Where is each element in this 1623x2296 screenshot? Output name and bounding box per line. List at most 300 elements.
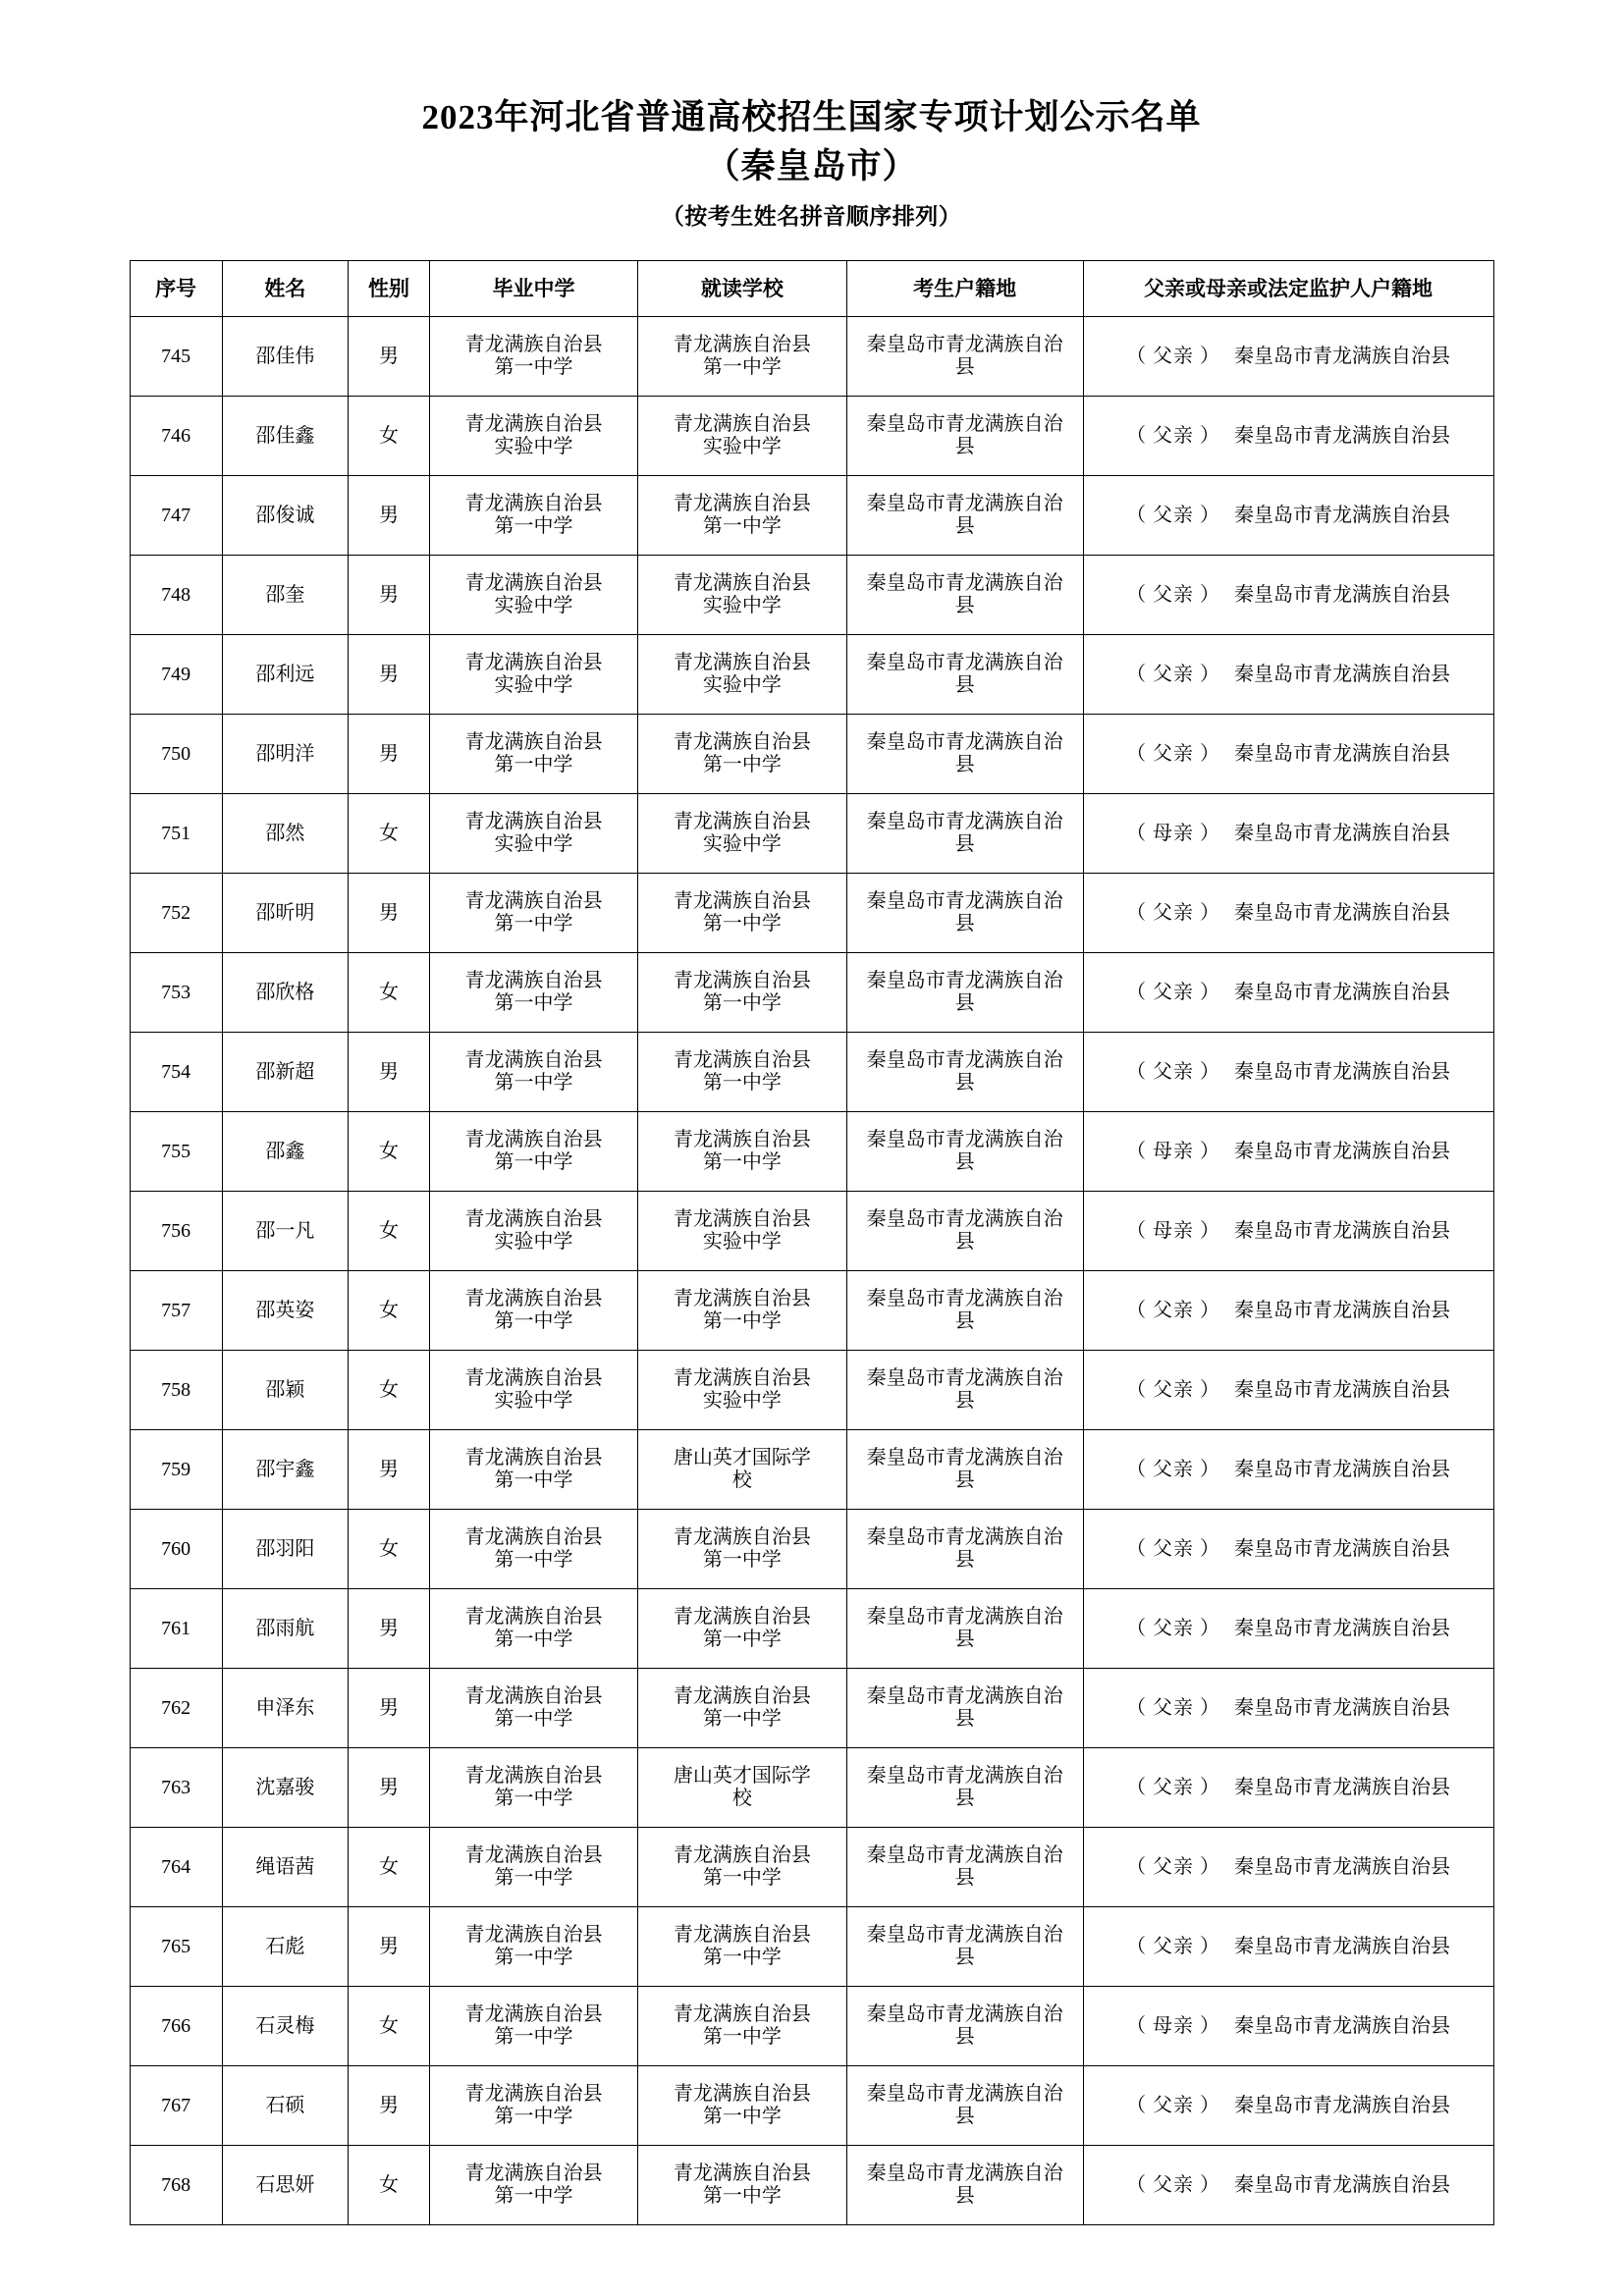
- cell-no: 767: [130, 2066, 222, 2146]
- cell-residence-line: 秦皇岛市青龙满族自治: [866, 571, 1063, 594]
- cell-gender: 男: [349, 317, 430, 397]
- cell-residence-line: 县: [954, 1151, 975, 1174]
- guardian-relation: （ 父亲 ）: [1126, 1378, 1221, 1401]
- cell-attending-school: [638, 1987, 846, 2066]
- cell-residence-line: 秦皇岛市青龙满族自治: [866, 1684, 1063, 1707]
- cell-graduation-school-line: 第一中学: [494, 515, 573, 538]
- cell-attending-school-line: 青龙满族自治县: [673, 333, 811, 355]
- cell-graduation-school-line: 青龙满族自治县: [464, 571, 603, 594]
- table-row: [130, 635, 1493, 715]
- cell-residence: [846, 1669, 1083, 1748]
- cell-graduation-school-line: 青龙满族自治县: [464, 1923, 603, 1946]
- cell-graduation-school-line: 第一中学: [494, 754, 573, 776]
- cell-attending-school-line: 实验中学: [702, 595, 782, 617]
- column-header-gender: 性别: [349, 261, 430, 317]
- cell-attending-school-line: 第一中学: [702, 515, 782, 538]
- cell-name: 邵雨航: [222, 1589, 349, 1669]
- cell-residence-line: 秦皇岛市青龙满族自治: [866, 492, 1063, 514]
- cell-attending-school: [638, 556, 846, 635]
- column-header-graduation-school: 毕业中学: [429, 261, 637, 317]
- cell-no: 765: [130, 1907, 222, 1987]
- cell-attending-school: [638, 715, 846, 794]
- cell-residence-line: 秦皇岛市青龙满族自治: [866, 730, 1063, 753]
- table-row: [130, 1430, 1493, 1510]
- cell-name: 邵明洋: [222, 715, 349, 794]
- cell-graduation-school: [429, 1351, 637, 1430]
- cell-graduation-school: [429, 2146, 637, 2225]
- guardian-relation: （ 母亲 ）: [1126, 1140, 1221, 1162]
- cell-graduation-school-line: 实验中学: [494, 436, 573, 458]
- cell-no: 766: [130, 1987, 222, 2066]
- cell-guardian-residence: [1083, 1669, 1493, 1748]
- cell-attending-school-line: 实验中学: [702, 436, 782, 458]
- cell-attending-school-line: 实验中学: [702, 833, 782, 856]
- cell-no: 748: [130, 556, 222, 635]
- cell-residence-line: 县: [954, 356, 975, 379]
- cell-residence: [846, 2066, 1083, 2146]
- cell-graduation-school-line: 青龙满族自治县: [464, 969, 603, 991]
- guardian-relation: （ 父亲 ）: [1126, 1696, 1221, 1719]
- table-row: [130, 317, 1493, 397]
- column-header-guardian-residence: 父亲或母亲或法定监护人户籍地: [1083, 261, 1493, 317]
- cell-no: 768: [130, 2146, 222, 2225]
- cell-residence: [846, 2146, 1083, 2225]
- cell-guardian-residence: [1083, 476, 1493, 556]
- cell-gender: 女: [349, 1351, 430, 1430]
- cell-graduation-school: [429, 1987, 637, 2066]
- cell-residence-line: 县: [954, 1708, 975, 1731]
- table-row: [130, 476, 1493, 556]
- cell-name: 申泽东: [222, 1669, 349, 1748]
- cell-gender: 女: [349, 1112, 430, 1192]
- cell-graduation-school-line: 青龙满族自治县: [464, 2002, 603, 2025]
- cell-attending-school: [638, 1192, 846, 1271]
- cell-attending-school: [638, 1669, 846, 1748]
- cell-attending-school: [638, 2066, 846, 2146]
- cell-graduation-school-line: 第一中学: [494, 356, 573, 379]
- cell-no: 764: [130, 1828, 222, 1907]
- cell-no: 762: [130, 1669, 222, 1748]
- cell-gender: 女: [349, 1192, 430, 1271]
- cell-residence-line: 县: [954, 833, 975, 856]
- cell-attending-school: [638, 1510, 846, 1589]
- cell-graduation-school: [429, 556, 637, 635]
- cell-graduation-school-line: 第一中学: [494, 1947, 573, 1969]
- cell-graduation-school: [429, 317, 637, 397]
- cell-name: 石思妍: [222, 2146, 349, 2225]
- cell-graduation-school-line: 第一中学: [494, 1072, 573, 1095]
- cell-guardian-residence: [1083, 715, 1493, 794]
- guardian-residence-text: 秦皇岛市青龙满族自治县: [1234, 2014, 1451, 2037]
- table-row: [130, 1748, 1493, 1828]
- cell-attending-school: [638, 1430, 846, 1510]
- cell-residence-line: 秦皇岛市青龙满族自治: [866, 1525, 1063, 1548]
- cell-graduation-school: [429, 1033, 637, 1112]
- cell-graduation-school: [429, 397, 637, 476]
- cell-guardian-residence: [1083, 1192, 1493, 1271]
- guardian-relation: （ 父亲 ）: [1126, 345, 1221, 367]
- cell-graduation-school-line: 实验中学: [494, 833, 573, 856]
- cell-graduation-school-line: 青龙满族自治县: [464, 2162, 603, 2184]
- cell-attending-school-line: 青龙满族自治县: [673, 730, 811, 753]
- guardian-residence-text: 秦皇岛市青龙满族自治县: [1234, 1140, 1451, 1162]
- cell-gender: 男: [349, 556, 430, 635]
- guardian-residence-text: 秦皇岛市青龙满族自治县: [1234, 1696, 1451, 1719]
- cell-attending-school-line: 第一中学: [702, 754, 782, 776]
- cell-attending-school-line: 青龙满族自治县: [673, 2162, 811, 2184]
- cell-attending-school-line: 第一中学: [702, 2026, 782, 2049]
- cell-graduation-school-line: 第一中学: [494, 2106, 573, 2128]
- cell-residence-line: 秦皇岛市青龙满族自治: [866, 1366, 1063, 1389]
- cell-no: 760: [130, 1510, 222, 1589]
- cell-graduation-school: [429, 1271, 637, 1351]
- guardian-relation: （ 父亲 ）: [1126, 981, 1221, 1003]
- table-row: [130, 1033, 1493, 1112]
- cell-attending-school-line: 青龙满族自治县: [673, 1366, 811, 1389]
- cell-no: 750: [130, 715, 222, 794]
- cell-graduation-school: [429, 1669, 637, 1748]
- cell-graduation-school-line: 青龙满族自治县: [464, 1366, 603, 1389]
- guardian-residence-text: 秦皇岛市青龙满族自治县: [1234, 1299, 1451, 1321]
- guardian-relation: （ 父亲 ）: [1126, 663, 1221, 685]
- cell-guardian-residence: [1083, 556, 1493, 635]
- cell-name: 石硕: [222, 2066, 349, 2146]
- cell-graduation-school-line: 青龙满族自治县: [464, 810, 603, 832]
- cell-graduation-school-line: 青龙满族自治县: [464, 1525, 603, 1548]
- cell-attending-school-line: 第一中学: [702, 1549, 782, 1572]
- cell-graduation-school-line: 第一中学: [494, 1151, 573, 1174]
- column-header-attending-school: 就读学校: [638, 261, 846, 317]
- cell-graduation-school: [429, 1192, 637, 1271]
- cell-graduation-school-line: 青龙满族自治县: [464, 1207, 603, 1230]
- guardian-relation: （ 父亲 ）: [1126, 1855, 1221, 1878]
- cell-residence-line: 秦皇岛市青龙满族自治: [866, 1128, 1063, 1150]
- cell-graduation-school-line: 第一中学: [494, 1708, 573, 1731]
- cell-graduation-school-line: 青龙满族自治县: [464, 333, 603, 355]
- guardian-residence-text: 秦皇岛市青龙满族自治县: [1234, 1617, 1451, 1639]
- cell-residence-line: 秦皇岛市青龙满族自治: [866, 333, 1063, 355]
- cell-gender: 男: [349, 1669, 430, 1748]
- cell-graduation-school-line: 第一中学: [494, 1867, 573, 1890]
- cell-residence-line: 县: [954, 436, 975, 458]
- cell-residence-line: 县: [954, 595, 975, 617]
- cell-residence: [846, 1351, 1083, 1430]
- guardian-residence-text: 秦皇岛市青龙满族自治县: [1234, 663, 1451, 685]
- cell-graduation-school-line: 实验中学: [494, 674, 573, 697]
- cell-residence-line: 秦皇岛市青龙满族自治: [866, 1446, 1063, 1468]
- cell-residence: [846, 1907, 1083, 1987]
- cell-guardian-residence: [1083, 317, 1493, 397]
- guardian-relation: （ 父亲 ）: [1126, 583, 1221, 606]
- cell-attending-school: [638, 1828, 846, 1907]
- cell-attending-school-line: 青龙满族自治县: [673, 492, 811, 514]
- cell-residence-line: 县: [954, 674, 975, 697]
- cell-graduation-school: [429, 1510, 637, 1589]
- cell-graduation-school-line: 第一中学: [494, 1310, 573, 1333]
- table-row: [130, 556, 1493, 635]
- cell-attending-school-line: 校: [731, 1788, 752, 1810]
- cell-residence: [846, 1510, 1083, 1589]
- cell-name: 邵一凡: [222, 1192, 349, 1271]
- guardian-relation: （ 父亲 ）: [1126, 1935, 1221, 1957]
- cell-name: 邵昕明: [222, 874, 349, 953]
- cell-attending-school: [638, 1033, 846, 1112]
- table-body: [130, 317, 1493, 2225]
- cell-residence: [846, 1112, 1083, 1192]
- cell-name: 石灵梅: [222, 1987, 349, 2066]
- cell-gender: 女: [349, 1271, 430, 1351]
- guardian-residence-text: 秦皇岛市青龙满族自治县: [1234, 1458, 1451, 1480]
- cell-residence-line: 秦皇岛市青龙满族自治: [866, 1764, 1063, 1787]
- cell-guardian-residence: [1083, 1828, 1493, 1907]
- table-row: [130, 1271, 1493, 1351]
- cell-gender: 女: [349, 1510, 430, 1589]
- guardian-relation: （ 父亲 ）: [1126, 901, 1221, 924]
- cell-residence: [846, 1430, 1083, 1510]
- cell-guardian-residence: [1083, 635, 1493, 715]
- cell-graduation-school: [429, 2066, 637, 2146]
- cell-attending-school-line: 青龙满族自治县: [673, 412, 811, 435]
- cell-attending-school-line: 青龙满族自治县: [673, 1128, 811, 1150]
- table-row: [130, 2066, 1493, 2146]
- cell-attending-school: [638, 1351, 846, 1430]
- guardian-relation: （ 父亲 ）: [1126, 1458, 1221, 1480]
- cell-attending-school-line: 实验中学: [702, 1231, 782, 1254]
- cell-gender: 男: [349, 874, 430, 953]
- guardian-relation: （ 母亲 ）: [1126, 2014, 1221, 2037]
- cell-graduation-school-line: 第一中学: [494, 913, 573, 935]
- cell-attending-school-line: 青龙满族自治县: [673, 810, 811, 832]
- cell-residence: [846, 397, 1083, 476]
- cell-no: 763: [130, 1748, 222, 1828]
- table-row: [130, 1510, 1493, 1589]
- guardian-residence-text: 秦皇岛市青龙满族自治县: [1234, 981, 1451, 1003]
- cell-no: 745: [130, 317, 222, 397]
- guardian-relation: （ 母亲 ）: [1126, 822, 1221, 844]
- cell-graduation-school: [429, 1589, 637, 1669]
- cell-attending-school-line: 唐山英才国际学: [673, 1764, 811, 1787]
- cell-name: 沈嘉骏: [222, 1748, 349, 1828]
- guardian-relation: （ 父亲 ）: [1126, 1537, 1221, 1560]
- cell-guardian-residence: [1083, 1987, 1493, 2066]
- cell-no: 746: [130, 397, 222, 476]
- cell-residence-line: 秦皇岛市青龙满族自治: [866, 1287, 1063, 1309]
- cell-residence: [846, 317, 1083, 397]
- cell-graduation-school-line: 青龙满族自治县: [464, 1048, 603, 1071]
- cell-attending-school: [638, 953, 846, 1033]
- cell-graduation-school: [429, 715, 637, 794]
- cell-attending-school-line: 青龙满族自治县: [673, 2082, 811, 2105]
- column-header-no: 序号: [130, 261, 222, 317]
- cell-residence-line: 秦皇岛市青龙满族自治: [866, 889, 1063, 912]
- cell-graduation-school-line: 实验中学: [494, 1390, 573, 1413]
- cell-no: 753: [130, 953, 222, 1033]
- cell-attending-school-line: 青龙满族自治县: [673, 1207, 811, 1230]
- cell-name: 邵欣格: [222, 953, 349, 1033]
- column-header-name: 姓名: [222, 261, 349, 317]
- cell-graduation-school: [429, 953, 637, 1033]
- cell-residence-line: 县: [954, 1072, 975, 1095]
- cell-residence-line: 县: [954, 1549, 975, 1572]
- cell-graduation-school-line: 青龙满族自治县: [464, 1684, 603, 1707]
- cell-residence: [846, 1271, 1083, 1351]
- cell-residence-line: 秦皇岛市青龙满族自治: [866, 651, 1063, 673]
- table-row: [130, 1987, 1493, 2066]
- cell-gender: 女: [349, 1828, 430, 1907]
- cell-attending-school: [638, 317, 846, 397]
- cell-graduation-school-line: 青龙满族自治县: [464, 1128, 603, 1150]
- cell-attending-school-line: 第一中学: [702, 2106, 782, 2128]
- cell-gender: 男: [349, 1907, 430, 1987]
- cell-no: 747: [130, 476, 222, 556]
- cell-name: 邵利远: [222, 635, 349, 715]
- table-row: [130, 1112, 1493, 1192]
- cell-gender: 女: [349, 2146, 430, 2225]
- cell-gender: 男: [349, 1748, 430, 1828]
- cell-attending-school: [638, 1907, 846, 1987]
- table-row: [130, 2146, 1493, 2225]
- cell-graduation-school-line: 青龙满族自治县: [464, 1605, 603, 1628]
- cell-graduation-school-line: 青龙满族自治县: [464, 730, 603, 753]
- cell-attending-school: [638, 1271, 846, 1351]
- page-sort-note: （按考生姓名拼音顺序排列）: [661, 204, 962, 230]
- cell-attending-school-line: 第一中学: [702, 1708, 782, 1731]
- cell-residence-line: 县: [954, 2026, 975, 2049]
- cell-graduation-school-line: 青龙满族自治县: [464, 412, 603, 435]
- cell-no: 751: [130, 794, 222, 874]
- roster-table: [130, 260, 1494, 2225]
- cell-no: 761: [130, 1589, 222, 1669]
- cell-residence-line: 县: [954, 1390, 975, 1413]
- cell-gender: 女: [349, 953, 430, 1033]
- guardian-residence-text: 秦皇岛市青龙满族自治县: [1234, 583, 1451, 606]
- cell-name: 邵奎: [222, 556, 349, 635]
- cell-name: 邵俊诚: [222, 476, 349, 556]
- cell-attending-school-line: 第一中学: [702, 913, 782, 935]
- cell-guardian-residence: [1083, 1510, 1493, 1589]
- guardian-residence-text: 秦皇岛市青龙满族自治县: [1234, 345, 1451, 367]
- guardian-relation: （ 父亲 ）: [1126, 504, 1221, 526]
- cell-name: 邵鑫: [222, 1112, 349, 1192]
- cell-attending-school: [638, 1748, 846, 1828]
- cell-residence: [846, 476, 1083, 556]
- cell-attending-school-line: 第一中学: [702, 356, 782, 379]
- cell-attending-school-line: 青龙满族自治县: [673, 1048, 811, 1071]
- guardian-residence-text: 秦皇岛市青龙满族自治县: [1234, 901, 1451, 924]
- cell-name: 邵佳伟: [222, 317, 349, 397]
- cell-graduation-school-line: 青龙满族自治县: [464, 651, 603, 673]
- cell-graduation-school-line: 青龙满族自治县: [464, 1843, 603, 1866]
- guardian-residence-text: 秦皇岛市青龙满族自治县: [1234, 1935, 1451, 1957]
- cell-attending-school-line: 第一中学: [702, 992, 782, 1015]
- guardian-residence-text: 秦皇岛市青龙满族自治县: [1234, 742, 1451, 765]
- guardian-relation: （ 父亲 ）: [1126, 2094, 1221, 2116]
- cell-residence: [846, 1987, 1083, 2066]
- cell-graduation-school: [429, 1907, 637, 1987]
- guardian-residence-text: 秦皇岛市青龙满族自治县: [1234, 1776, 1451, 1798]
- guardian-relation: （ 母亲 ）: [1126, 1219, 1221, 1242]
- cell-residence-line: 县: [954, 754, 975, 776]
- cell-name: 石彪: [222, 1907, 349, 1987]
- cell-attending-school-line: 青龙满族自治县: [673, 1525, 811, 1548]
- cell-graduation-school: [429, 794, 637, 874]
- cell-attending-school-line: 校: [731, 1469, 752, 1492]
- cell-residence: [846, 715, 1083, 794]
- cell-graduation-school-line: 青龙满族自治县: [464, 2082, 603, 2105]
- cell-attending-school-line: 青龙满族自治县: [673, 1287, 811, 1309]
- cell-gender: 男: [349, 715, 430, 794]
- cell-graduation-school-line: 第一中学: [494, 1549, 573, 1572]
- cell-guardian-residence: [1083, 1748, 1493, 1828]
- cell-attending-school-line: 第一中学: [702, 1947, 782, 1969]
- cell-residence-line: 秦皇岛市青龙满族自治: [866, 2162, 1063, 2184]
- cell-name: 邵然: [222, 794, 349, 874]
- cell-attending-school-line: 第一中学: [702, 1629, 782, 1651]
- cell-gender: 男: [349, 635, 430, 715]
- cell-residence: [846, 953, 1083, 1033]
- table-row: [130, 1907, 1493, 1987]
- cell-residence: [846, 635, 1083, 715]
- cell-attending-school: [638, 397, 846, 476]
- cell-graduation-school-line: 实验中学: [494, 595, 573, 617]
- cell-attending-school: [638, 794, 846, 874]
- cell-attending-school: [638, 2146, 846, 2225]
- cell-gender: 女: [349, 794, 430, 874]
- cell-graduation-school-line: 第一中学: [494, 2026, 573, 2049]
- cell-residence-line: 秦皇岛市青龙满族自治: [866, 412, 1063, 435]
- cell-residence: [846, 794, 1083, 874]
- cell-name: 邵佳鑫: [222, 397, 349, 476]
- guardian-residence-text: 秦皇岛市青龙满族自治县: [1234, 1855, 1451, 1878]
- cell-guardian-residence: [1083, 1271, 1493, 1351]
- cell-graduation-school: [429, 1748, 637, 1828]
- table-header-row: [130, 261, 1493, 317]
- cell-residence-line: 县: [954, 1947, 975, 1969]
- cell-residence-line: 县: [954, 1310, 975, 1333]
- table-row: [130, 953, 1493, 1033]
- cell-guardian-residence: [1083, 397, 1493, 476]
- cell-attending-school: [638, 635, 846, 715]
- guardian-residence-text: 秦皇岛市青龙满族自治县: [1234, 424, 1451, 447]
- cell-residence-line: 县: [954, 515, 975, 538]
- cell-attending-school: [638, 1589, 846, 1669]
- guardian-relation: （ 父亲 ）: [1126, 1299, 1221, 1321]
- cell-residence-line: 秦皇岛市青龙满族自治: [866, 1207, 1063, 1230]
- cell-guardian-residence: [1083, 794, 1493, 874]
- cell-residence: [846, 1828, 1083, 1907]
- cell-no: 758: [130, 1351, 222, 1430]
- cell-graduation-school-line: 第一中学: [494, 2185, 573, 2208]
- table-row: [130, 794, 1493, 874]
- page-subtitle: （秦皇岛市）: [705, 146, 918, 186]
- cell-gender: 男: [349, 1589, 430, 1669]
- table-row: [130, 1192, 1493, 1271]
- cell-residence-line: 秦皇岛市青龙满族自治: [866, 1843, 1063, 1866]
- cell-attending-school: [638, 476, 846, 556]
- cell-graduation-school: [429, 1112, 637, 1192]
- cell-guardian-residence: [1083, 2066, 1493, 2146]
- cell-graduation-school-line: 第一中学: [494, 1788, 573, 1810]
- cell-guardian-residence: [1083, 1589, 1493, 1669]
- cell-gender: 男: [349, 1033, 430, 1112]
- guardian-relation: （ 父亲 ）: [1126, 1776, 1221, 1798]
- guardian-relation: （ 父亲 ）: [1126, 424, 1221, 447]
- cell-residence-line: 县: [954, 1867, 975, 1890]
- cell-attending-school: [638, 874, 846, 953]
- column-header-residence: 考生户籍地: [846, 261, 1083, 317]
- cell-attending-school-line: 唐山英才国际学: [673, 1446, 811, 1468]
- cell-attending-school-line: 实验中学: [702, 1390, 782, 1413]
